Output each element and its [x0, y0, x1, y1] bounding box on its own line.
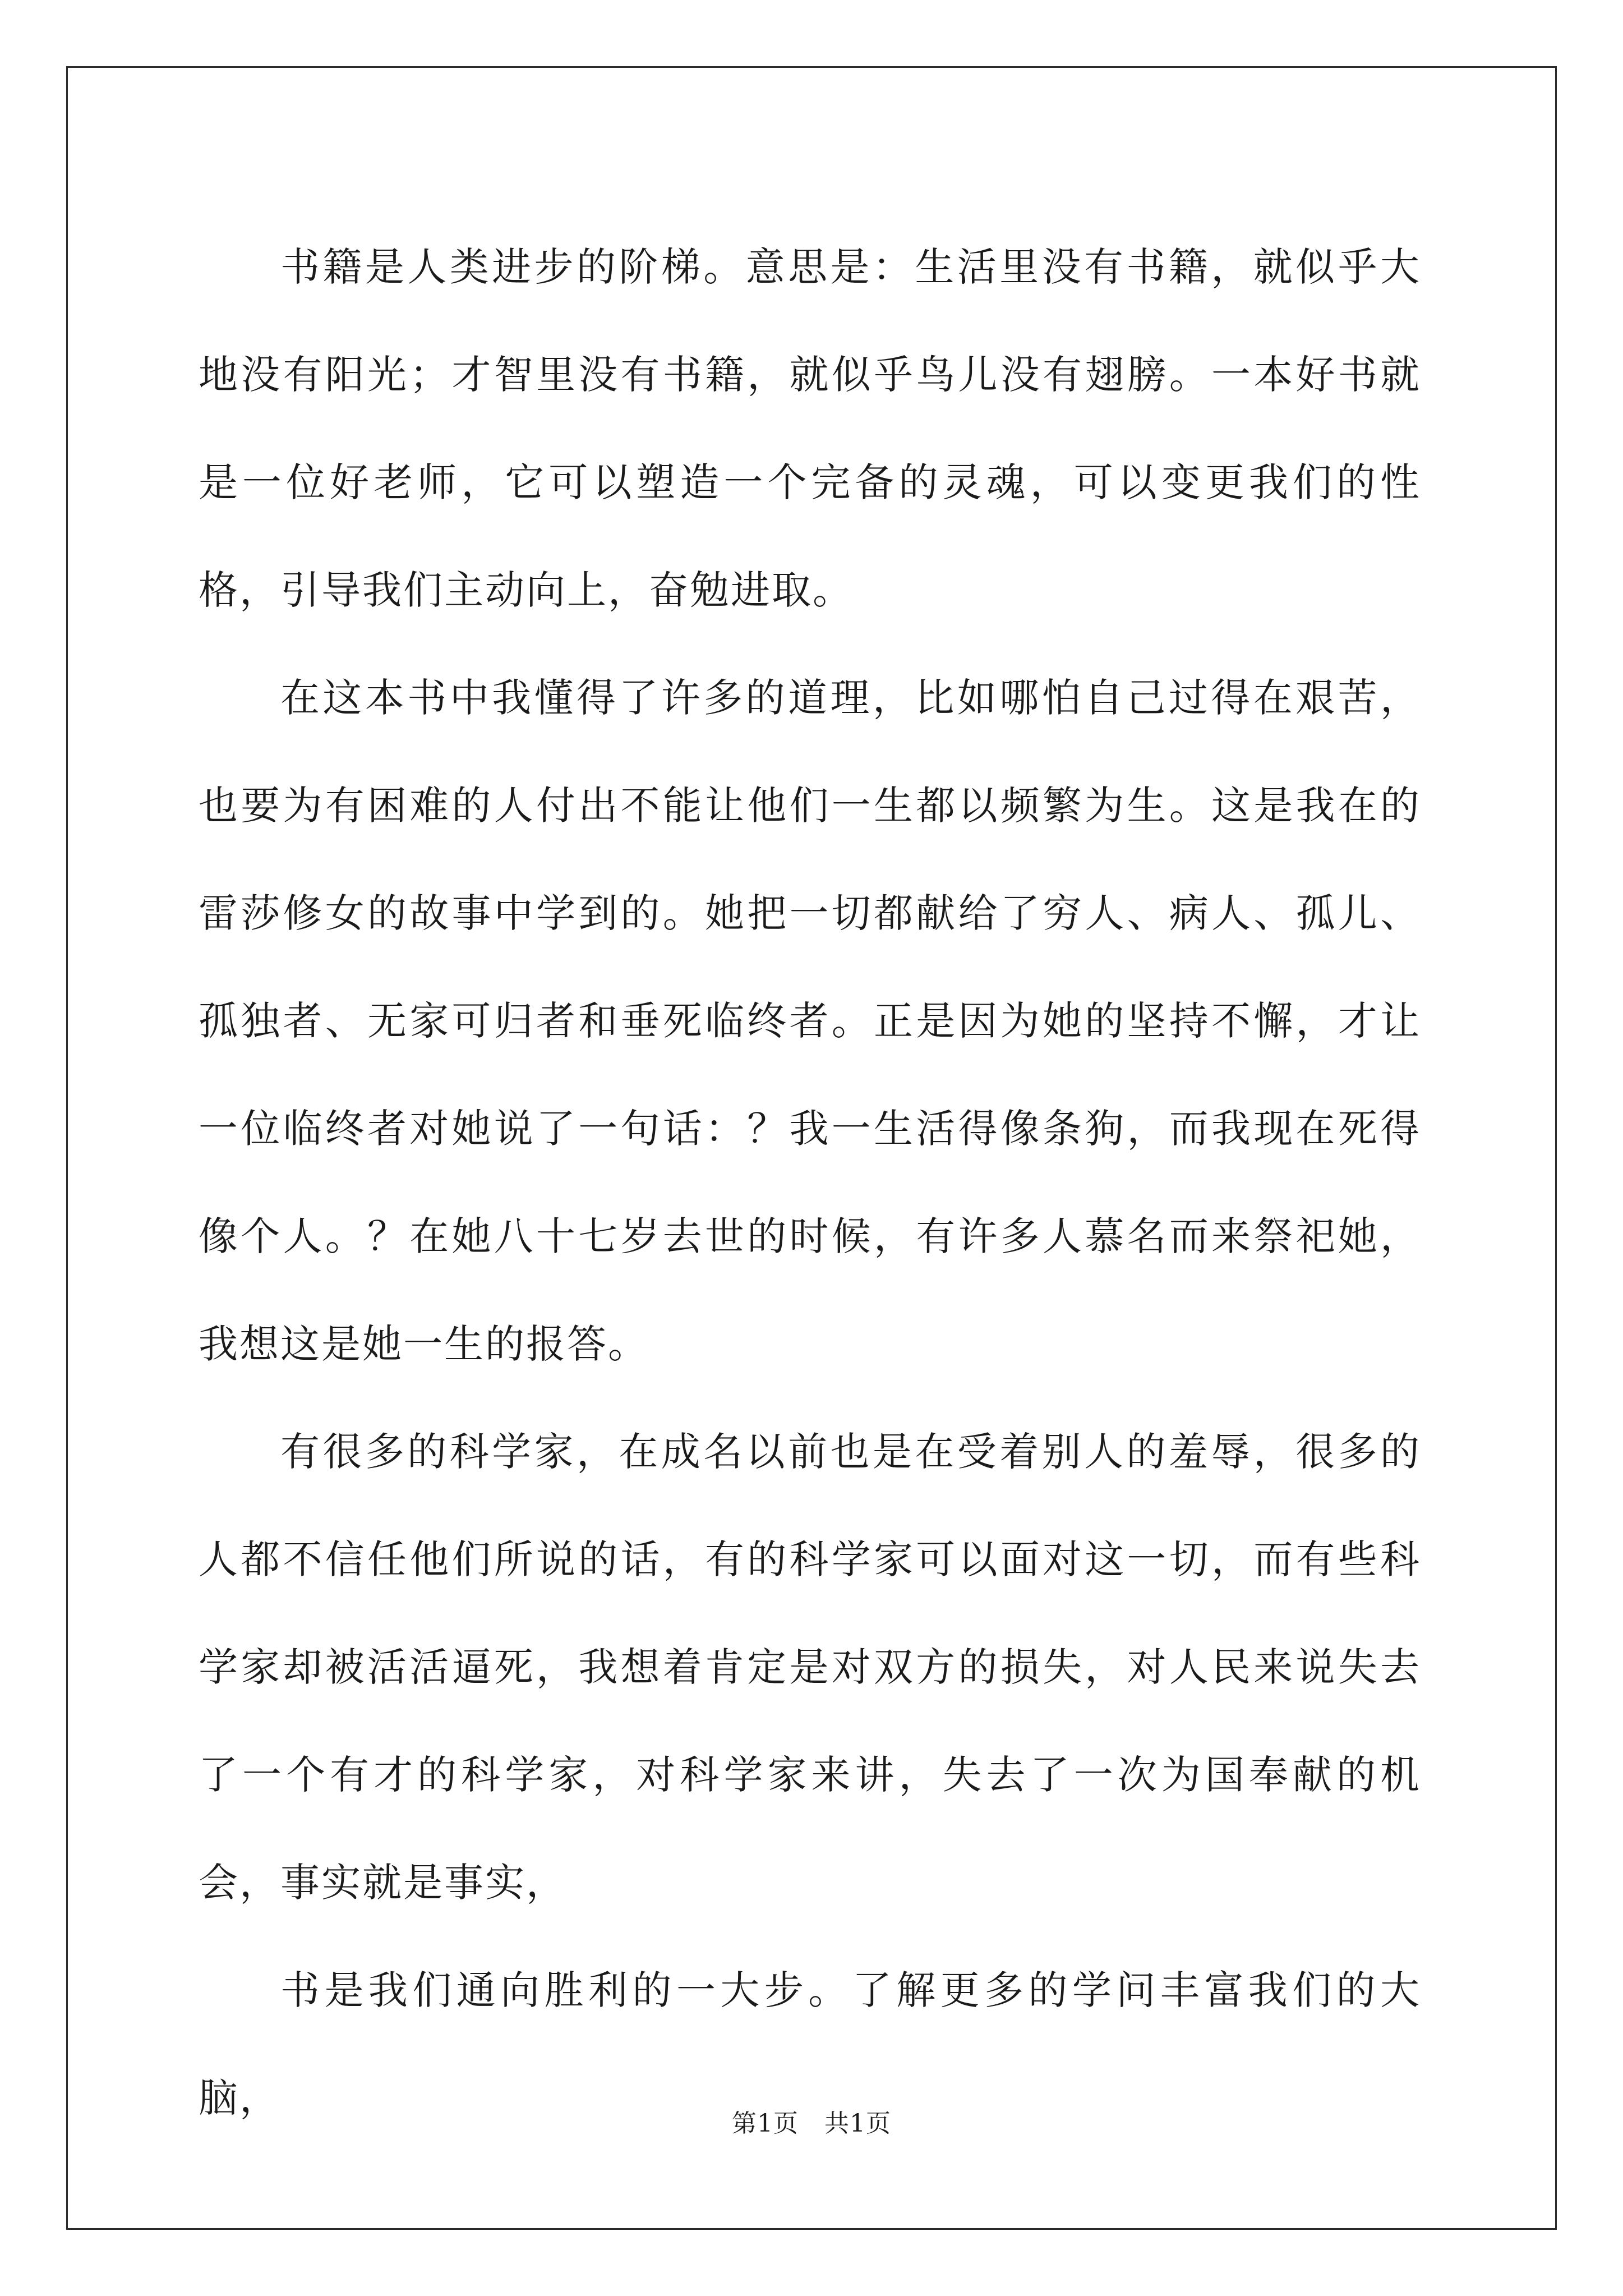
page-number-total: 共1页 — [824, 2109, 891, 2138]
page-number-current: 第1页 — [732, 2109, 799, 2138]
paragraph-3: 有很多的科学家，在成名以前也是在受着别人的羞辱，很多的人都不信任他们所说的话，有的科学家可以面对这一切，而有些科学家却被活活逼死，我想着肯定是对双方的损失，对人民来说失去了一个有才的科学家，对科学家来讲，失去了一次为国奉献的机会，事实就是事实， — [199, 1429, 1421, 1906]
paragraph-2: 在这本书中我懂得了许多的道理，比如哪怕自己过得在艰苦，也要为有困难的人付出不能让他们一生都以频繁为生。这是我在的雷莎修女的故事中学到的。她把一切都献给了穷人、病人、孤儿、孤独者、无家可归者和垂死临终者。正是因为她的坚持不懈，才让一位临终者对她说了一句话：？我一生活得像条狗，而我现在死得像个人。？在她八十七岁去世的时候，有许多人慕名而来祭祀她，我想这是她一生的报答。 — [199, 675, 1421, 1367]
paragraph-4: 书是我们通向胜利的一大步。了解更多的学问丰富我们的大脑， — [199, 1967, 1421, 2121]
page-footer — [0, 2107, 1623, 2141]
paragraph-1: 书籍是人类进步的阶梯。意思是：生活里没有书籍，就似乎大地没有阳光；才智里没有书籍，就似乎鸟儿没有翅膀。一本好书就是一位好老师，它可以塑造一个完备的灵魂，可以变更我们的性格，引导我们主动向上，奋勉进取。 — [199, 244, 1421, 613]
document-body — [199, 213, 1421, 2152]
